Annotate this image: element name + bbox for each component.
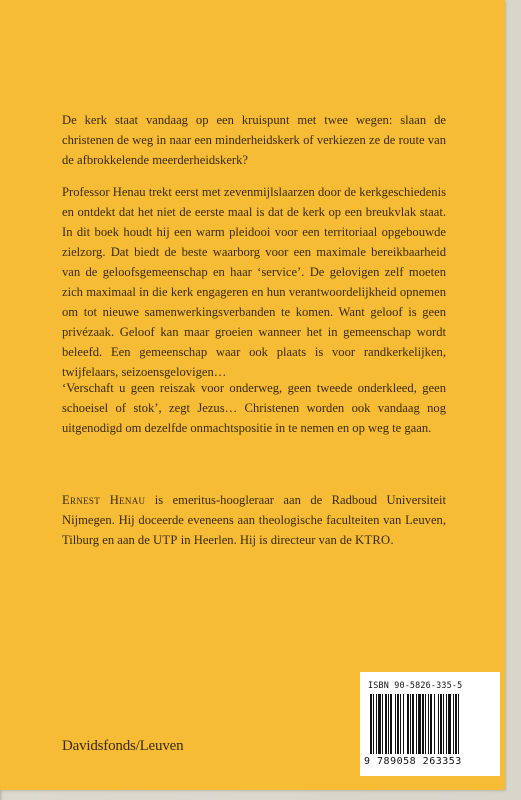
author-bio-text-1: is emeritus-hoogleraar aan de Radboud Universiteit Nijmegen. Hij doceerde eveneens aan theologische faculteiten van Leuven, Tilburg en aan de [62,493,446,547]
author-bio-text-3: . [390,533,394,547]
author-bio-abbr-utp: UTP [152,533,178,547]
isbn-text: ISBN 90-5826-335-5 [368,680,463,690]
author-bio-text-2: in Heerlen. Hij is directeur van de [177,533,355,547]
blurb-paragraph-1: De kerk staat vandaag op een kruispunt met twee wegen: slaan de christenen de weg in naar een minderheidskerk of verkiezen ze de route van de afbrokkelende meerderheidskerk? [62,113,446,167]
author-name: Ernest Henau [62,493,146,507]
barcode-icon [370,694,490,754]
barcode-label [360,672,500,776]
barcode-number: 9 789058 263353 [364,756,462,767]
blurb-quote-paragraph: ‘Verschaft u geen reiszak voor onderweg, geen tweede onderkleed, geen schoeisel of stok’, zegt Jezus… Christenen worden ook vandaag nog uitgenodigd om dezelfde onmachtspositie in te nemen en op weg te gaan. [62,381,446,435]
author-bio [62,490,446,550]
publisher-name: Davidsfonds/Leuven [62,738,184,754]
blurb-paragraph-2: Professor Henau trekt eerst met zevenmijlslaarzen door de kerkgeschiedenis en ontdekt dat het niet de eerste maal is dat de kerk op een breukvlak staat. In dit boek houdt hij een warm pleidooi voor een territoriaal opgebouwde zielzorg. Dat biedt de beste waarborg voor een maximale bereikbaarheid van de geloofsgemeenschap en haar ‘service’. De gelovigen zelf moeten zich maximaal in die kerk engageren en hun verantwoordelijkheid opnemen om tot nieuwe samenwerkingsverbanden te komen. Want geloof is geen privézaak. Geloof kan maar groeien wanneer het in gemeenschap wordt beleefd. Een gemeenschap waar ook plaats is voor randkerkelijken, twijfelaars, seizoensgelovigen… [62,185,446,379]
author-bio-abbr-ktro: KTRO [354,533,391,547]
